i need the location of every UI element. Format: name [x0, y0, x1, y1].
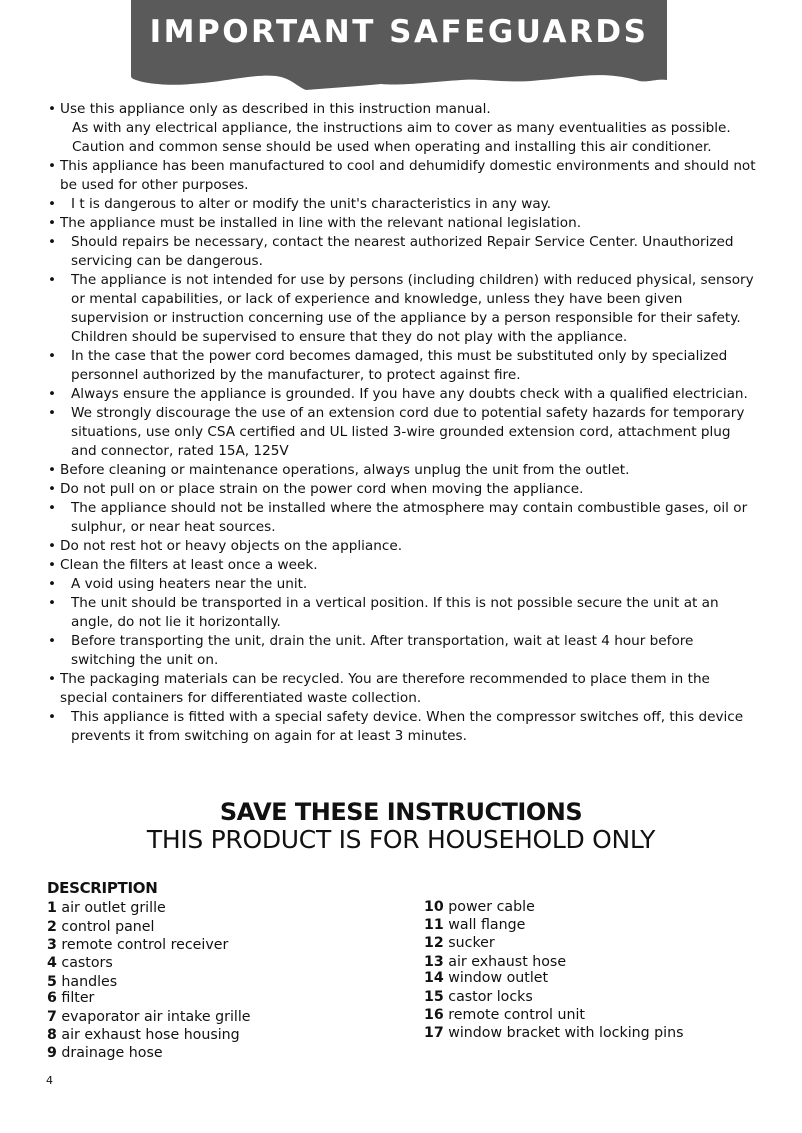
part-number: 15	[424, 989, 444, 1005]
part-label: handles	[61, 974, 118, 990]
part-item	[47, 1009, 251, 1025]
safeguard-item	[48, 157, 756, 195]
safeguard-item	[48, 347, 756, 385]
safeguard-text: This appliance is fitted with a special safety device. When the compressor switches off, this device prevents it from switching on again for at least 3 minutes.	[71, 709, 744, 744]
part-item	[47, 937, 228, 953]
safeguard-item	[48, 594, 756, 632]
part-number: 3	[47, 937, 57, 953]
part-item	[424, 989, 533, 1005]
part-number: 1	[47, 900, 57, 916]
page-title: IMPORTANT SAFEGUARDS	[149, 14, 649, 50]
bullet-icon	[48, 480, 60, 499]
part-number: 2	[47, 919, 57, 935]
part-label: air outlet grille	[61, 900, 166, 916]
bullet-icon	[48, 499, 60, 518]
safeguard-text: Clean the filters at least once a week.	[60, 557, 318, 573]
safeguard-text: Should repairs be necessary, contact the nearest authorized Repair Service Center. Unauthorized servicing can be dangerous.	[71, 234, 734, 269]
part-item	[424, 917, 525, 933]
part-label: sucker	[448, 935, 495, 951]
part-item	[47, 1045, 163, 1061]
bullet-icon	[48, 537, 60, 556]
part-label: wall flange	[448, 917, 526, 933]
safeguard-item	[48, 537, 756, 556]
safeguard-item	[48, 708, 756, 746]
safeguard-item	[48, 480, 756, 499]
bullet-icon	[48, 632, 60, 651]
bullet-icon	[48, 575, 60, 594]
part-label: window bracket with locking pins	[448, 1025, 684, 1041]
header-banner	[131, 0, 667, 90]
safeguard-text: Do not rest hot or heavy objects on the appliance.	[60, 538, 403, 554]
part-number: 7	[47, 1009, 57, 1025]
safeguard-text: Before cleaning or maintenance operations, always unplug the unit from the outlet.	[60, 462, 630, 478]
part-label: power cable	[448, 899, 535, 915]
part-number: 16	[424, 1007, 444, 1023]
part-item	[424, 954, 566, 970]
bullet-icon	[48, 708, 60, 727]
part-label: air exhaust hose	[448, 954, 567, 970]
bullet-icon	[48, 100, 60, 119]
bullet-icon	[48, 214, 60, 233]
part-item	[424, 970, 548, 986]
bullet-icon	[48, 556, 60, 575]
safeguard-item	[48, 233, 756, 271]
safeguard-item	[48, 575, 756, 594]
part-item	[424, 899, 535, 915]
part-item	[424, 935, 495, 951]
part-item	[424, 1007, 585, 1023]
bullet-icon	[48, 271, 60, 290]
part-label: castor locks	[448, 989, 533, 1005]
safeguard-continuation: As with any electrical appliance, the instructions aim to cover as many eventualities as possible. Caution and common sense should be used when operating and installing this air conditioner.	[72, 120, 731, 155]
page-number: 4	[46, 1074, 53, 1087]
safeguard-text: The appliance is not intended for use by persons (including children) with reduced physical, sensory or mental capabilities, or lack of experience and knowledge, unless they have been given supervision or instruction concerning use of the appliance by a person responsible for their safety. Children should be supervised to ensure that they do not play with the appliance.	[71, 272, 754, 345]
safeguard-item	[48, 214, 756, 233]
part-item	[47, 919, 154, 935]
part-item	[47, 1027, 240, 1043]
safeguard-item	[48, 404, 756, 461]
bullet-icon	[48, 594, 60, 613]
part-item	[47, 990, 94, 1006]
part-label: control panel	[61, 919, 155, 935]
part-item	[47, 900, 166, 916]
bullet-icon	[48, 385, 60, 404]
bullet-icon	[48, 670, 60, 689]
safeguard-text: We strongly discourage the use of an extension cord due to potential safety hazards for temporary situations, use only CSA certified and UL listed 3-wire grounded extension cord, attachment plug and connector, rated 15A, 125V	[71, 405, 745, 459]
part-label: drainage hose	[61, 1045, 163, 1061]
safeguard-text: Always ensure the appliance is grounded. If you have any doubts check with a qualified electrician.	[71, 386, 748, 402]
safeguard-text: The appliance should not be installed where the atmosphere may contain combustible gases, oil or sulphur, or near heat sources.	[71, 500, 748, 535]
save-instructions-heading: SAVE THESE INSTRUCTIONS	[219, 798, 583, 826]
safeguard-item	[48, 632, 756, 670]
part-label: window outlet	[448, 970, 549, 986]
safeguard-text: The appliance must be installed in line with the relevant national legislation.	[60, 215, 582, 231]
safeguard-text: In the case that the power cord becomes damaged, this must be substituted only by specialized personnel authorized by the manufacturer, to protect against fire.	[71, 348, 728, 383]
safeguard-item	[48, 670, 756, 708]
part-number: 12	[424, 935, 444, 951]
part-label: remote control receiver	[61, 937, 229, 953]
safeguard-text: A void using heaters near the unit.	[71, 576, 308, 592]
part-label: evaporator air intake grille	[61, 1009, 251, 1025]
part-item	[47, 955, 113, 971]
safeguard-item	[48, 499, 756, 537]
safeguard-text: I t is dangerous to alter or modify the unit's characteristics in any way.	[71, 196, 552, 212]
safeguard-item	[48, 385, 756, 404]
part-label: air exhaust hose housing	[61, 1027, 240, 1043]
part-number: 13	[424, 954, 444, 970]
bullet-icon	[48, 461, 60, 480]
safeguard-text: This appliance has been manufactured to cool and dehumidify domestic environments and should not be used for other purposes.	[60, 158, 756, 193]
part-number: 10	[424, 899, 444, 915]
description-title: DESCRIPTION	[47, 879, 158, 897]
bullet-icon	[48, 404, 60, 423]
safeguard-item	[48, 100, 756, 157]
part-number: 9	[47, 1045, 57, 1061]
safeguards-list	[48, 100, 756, 746]
part-label: filter	[61, 990, 95, 1006]
safeguard-text: Before transporting the unit, drain the unit. After transportation, wait at least 4 hour before switching the unit on.	[71, 633, 694, 668]
safeguard-item	[48, 195, 756, 214]
bullet-icon	[48, 347, 60, 366]
part-label: castors	[61, 955, 113, 971]
part-number: 14	[424, 970, 444, 986]
safeguard-text: Use this appliance only as described in this instruction manual.	[60, 101, 491, 117]
safeguard-item	[48, 461, 756, 480]
part-label: remote control unit	[448, 1007, 585, 1023]
safeguard-item	[48, 271, 756, 347]
bullet-icon	[48, 195, 60, 214]
part-number: 17	[424, 1025, 444, 1041]
part-item	[47, 974, 117, 990]
safeguard-text: Do not pull on or place strain on the power cord when moving the appliance.	[60, 481, 584, 497]
part-number: 6	[47, 990, 57, 1006]
bullet-icon	[48, 233, 60, 252]
part-number: 11	[424, 917, 444, 933]
part-number: 4	[47, 955, 57, 971]
safeguard-text: The unit should be transported in a vertical position. If this is not possible secure the unit at an angle, do not lie it horizontally.	[71, 595, 719, 630]
part-item	[424, 1025, 683, 1041]
part-number: 5	[47, 974, 57, 990]
bullet-icon	[48, 157, 60, 176]
safeguard-text: The packaging materials can be recycled. You are therefore recommended to place them in the special containers for differentiated waste collection.	[60, 671, 710, 706]
household-only-heading: THIS PRODUCT IS FOR HOUSEHOLD ONLY	[146, 825, 656, 854]
safeguard-item	[48, 556, 756, 575]
part-number: 8	[47, 1027, 57, 1043]
